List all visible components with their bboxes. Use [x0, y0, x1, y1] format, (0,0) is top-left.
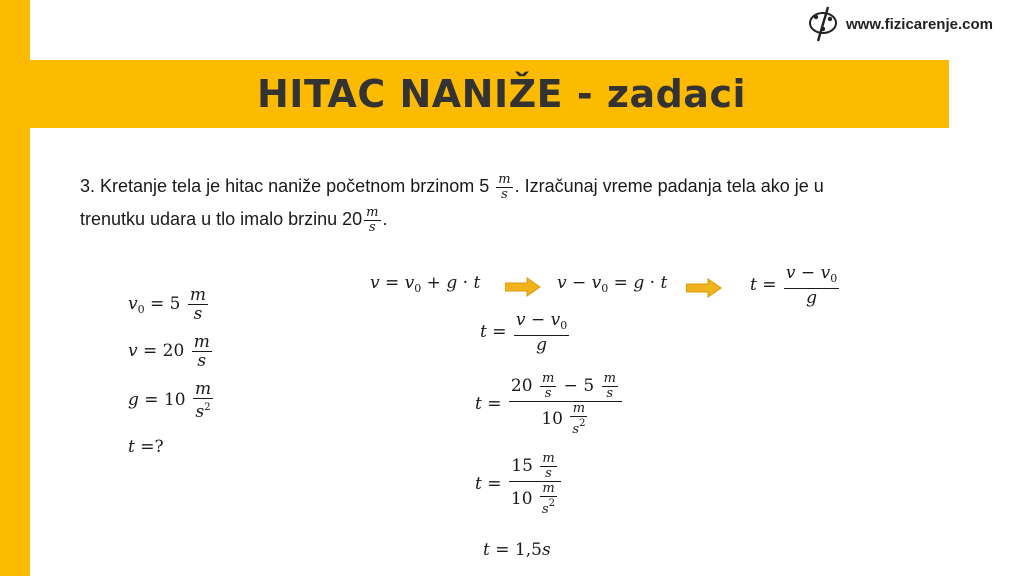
derivation-step-2: $v - v_0 = g \cdot t$: [557, 273, 668, 295]
solution-result: [483, 540, 551, 560]
given-g-value: = 10: [138, 390, 186, 410]
task-unit-1: [496, 173, 512, 202]
task-unit-2-den: s: [369, 219, 376, 235]
given-v0-sub: 0: [137, 303, 145, 316]
solution-formula: t = $\frac{v - v_0}{g}$: [480, 310, 568, 355]
given-v0-unit: [188, 286, 208, 323]
given-v0-value: = 5: [144, 294, 181, 314]
solution-simplified: t = 15 $\frac{m}{s}$ 10 $\frac{m}{s^2}$: [475, 452, 563, 517]
task-line-1: [80, 170, 930, 203]
given-g-unit-exp: 2: [204, 402, 211, 413]
derivation-step-1: $v = v_0 + g \cdot t$: [370, 273, 481, 295]
derivation-step-3: t = $\frac{v - v_0}{g}$: [750, 263, 838, 308]
task-unit-1-num: m: [498, 171, 511, 187]
site-logo[interactable]: [806, 4, 993, 44]
given-g-unit-den: s: [195, 402, 205, 422]
task-text: [80, 170, 930, 236]
given-v-value: = 20: [137, 341, 185, 361]
logo-text: www.fizicarenje.com: [846, 15, 993, 33]
given-t-unknown: =?: [134, 437, 164, 457]
page-title: HITAC NANIŽE - zadaci: [257, 72, 746, 116]
given-t-symbol: t: [128, 437, 135, 457]
task-line1-b: . Izračunaj vreme padanja tela ako je u: [514, 176, 824, 196]
task-line1-a: 3. Kretanje tela je hitac naniže početnom brzinom 5: [80, 176, 490, 196]
solution-substitution: t = 20 $\frac{m}{s}$ − 5 $\frac{m}{s}$ 10 $\frac{m}{s^2}$: [475, 372, 624, 437]
fizicarenje-logo-icon: [806, 5, 842, 43]
result-value: = 1,5: [489, 540, 542, 560]
given-v0-symbol: v: [128, 294, 138, 314]
task-unit-2-num: m: [366, 204, 379, 220]
given-v0: [128, 286, 210, 323]
given-g-symbol: g: [128, 390, 139, 410]
result-unit: s: [541, 540, 551, 560]
arrow-right-icon-2: [686, 278, 722, 298]
given-g-unit: [193, 380, 213, 421]
task-period: .: [382, 209, 388, 229]
result-symbol: t: [483, 540, 490, 560]
given-g-unit-num: m: [194, 379, 212, 399]
task-unit-1-den: s: [501, 186, 508, 202]
given-v: [128, 333, 214, 370]
given-g: [128, 380, 215, 421]
given-v0-unit-den: s: [193, 304, 203, 324]
task-unit-2: [364, 206, 380, 235]
task-line-2: [80, 203, 930, 236]
given-v0-unit-num: m: [189, 285, 207, 305]
title-banner: [22, 60, 949, 128]
given-v-unit-den: s: [197, 351, 207, 371]
given-t: [128, 437, 164, 457]
given-v-symbol: v: [128, 341, 138, 361]
given-g-unit-den-wrap: [193, 399, 213, 421]
given-v-unit-num: m: [193, 332, 210, 352]
arrow-right-icon: [505, 277, 541, 297]
given-v-unit: [192, 333, 212, 370]
task-line2-a: trenutku udara u tlo imalo brzinu 20: [80, 209, 363, 229]
